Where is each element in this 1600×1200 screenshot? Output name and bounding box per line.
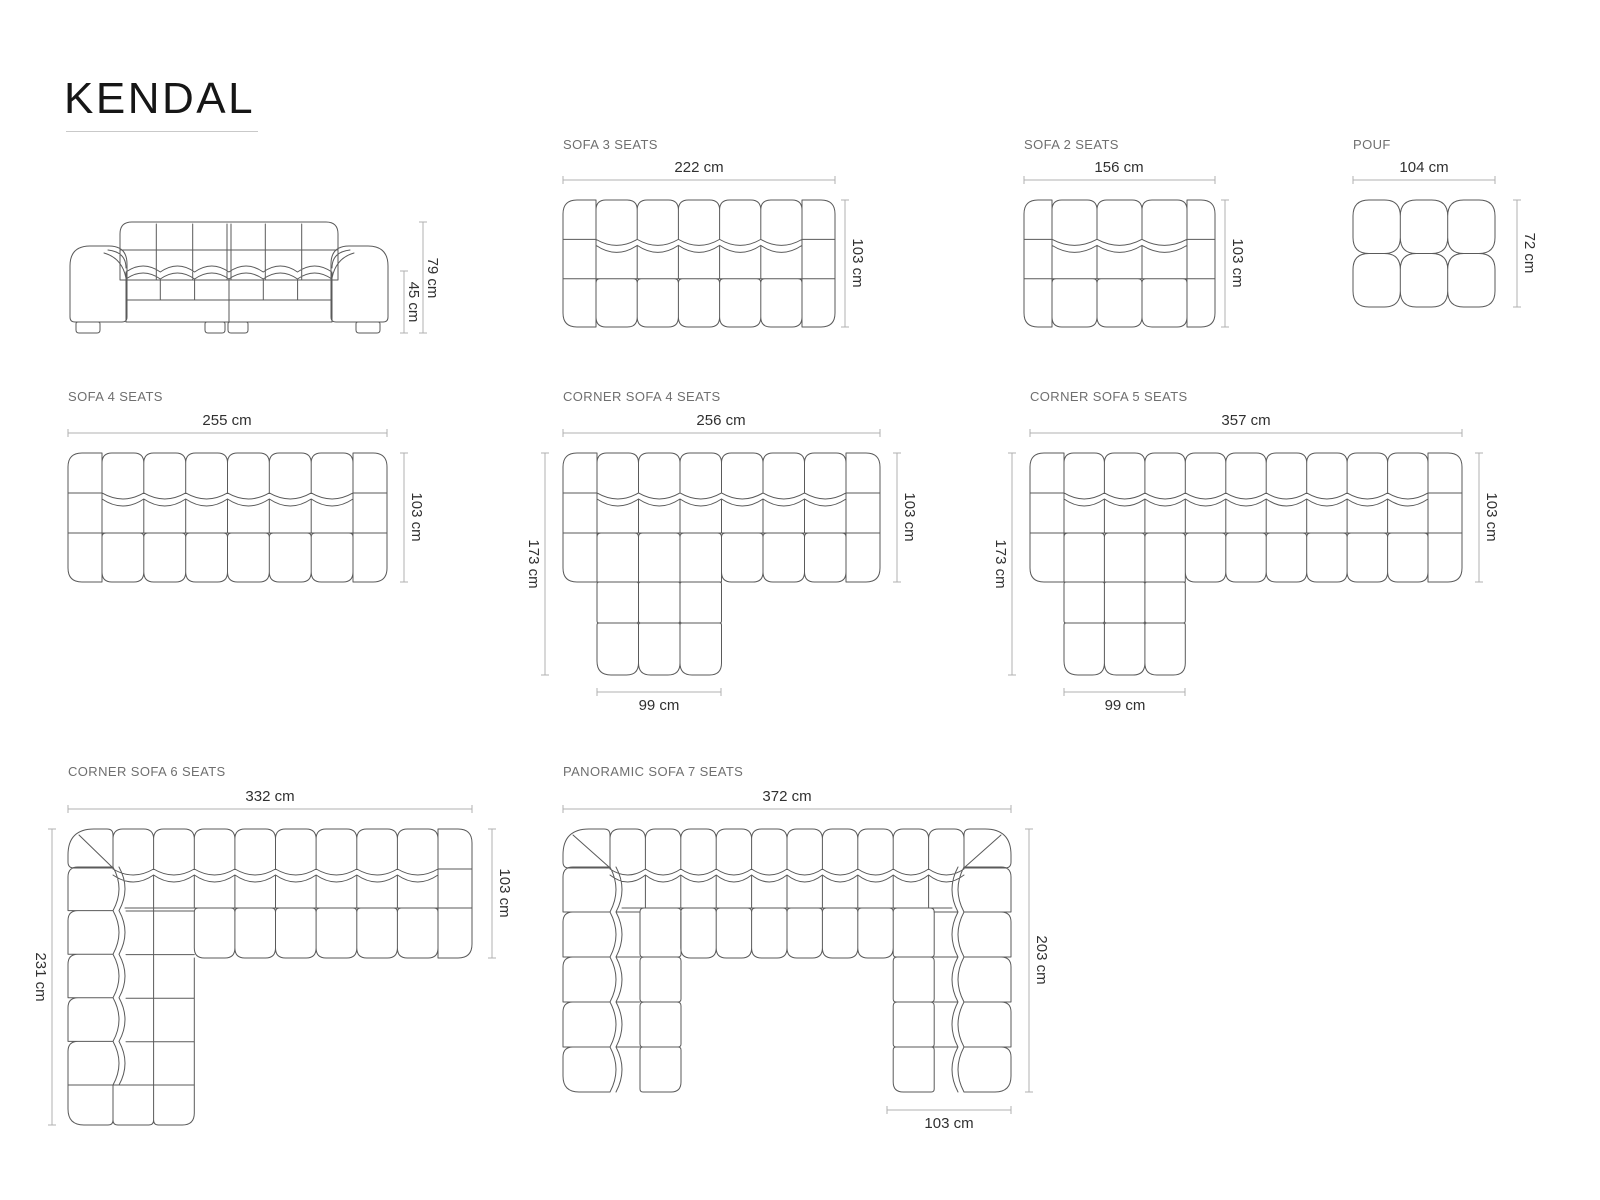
label-pouf: POUF [1353,137,1391,152]
dim-front-height-total: 79 cm [424,257,441,299]
dim-corner5-side: 173 cm [992,539,1009,589]
dim-corner6-width: 332 cm [245,788,295,805]
dim-sofa4-depth: 103 cm [408,492,425,542]
sofa-3-seats-drawing [563,200,835,327]
dim-corner5-width: 357 cm [1221,412,1271,429]
panoramic-sofa-7-seats-drawing [563,829,1011,1092]
dim-pouf-depth: 72 cm [1521,232,1538,274]
label-corner-sofa-6: CORNER SOFA 6 SEATS [68,764,226,779]
dim-corner4-depth: 103 cm [901,492,918,542]
label-corner-sofa-4: CORNER SOFA 4 SEATS [563,389,721,404]
dim-front-height-seat: 45 cm [405,281,422,323]
dim-pouf-width: 104 cm [1399,159,1449,176]
dim-corner6-side: 231 cm [32,952,49,1002]
dim-sofa2-depth: 103 cm [1229,238,1246,288]
dim-corner5-depth: 103 cm [1483,492,1500,542]
dim-sofa3-width: 222 cm [674,159,724,176]
dim-pano7-chaise: 103 cm [924,1115,974,1132]
label-sofa-4-seats: SOFA 4 SEATS [68,389,163,404]
dimension-lines [48,176,1521,1125]
pouf-drawing [1353,200,1495,307]
dim-pano7-width: 372 cm [762,788,812,805]
sofa-4-seats-drawing [68,453,387,582]
page-title: KENDAL [64,74,256,123]
dim-corner4-side: 173 cm [525,539,542,589]
sofa-2-seats-drawing [1024,200,1215,327]
dim-corner4-width: 256 cm [696,412,746,429]
front-view-sofa-drawing [70,222,388,333]
label-panoramic-7: PANORAMIC SOFA 7 SEATS [563,764,744,779]
dim-corner5-chaise: 99 cm [1104,697,1146,714]
corner-sofa-5-seats-drawing [1030,453,1462,675]
title-underline [66,131,258,132]
corner-sofa-4-seats-drawing [563,453,880,675]
dim-sofa3-depth: 103 cm [849,238,866,288]
dim-corner6-depth: 103 cm [496,868,513,918]
label-corner-sofa-5: CORNER SOFA 5 SEATS [1030,389,1188,404]
corner-sofa-6-seats-drawing [68,829,472,1125]
dim-corner4-chaise: 99 cm [638,697,680,714]
dim-pano7-side: 203 cm [1033,935,1050,985]
label-sofa-3-seats: SOFA 3 SEATS [563,137,658,152]
label-sofa-2-seats: SOFA 2 SEATS [1024,137,1119,152]
dim-sofa4-width: 255 cm [202,412,252,429]
dim-sofa2-width: 156 cm [1094,159,1144,176]
